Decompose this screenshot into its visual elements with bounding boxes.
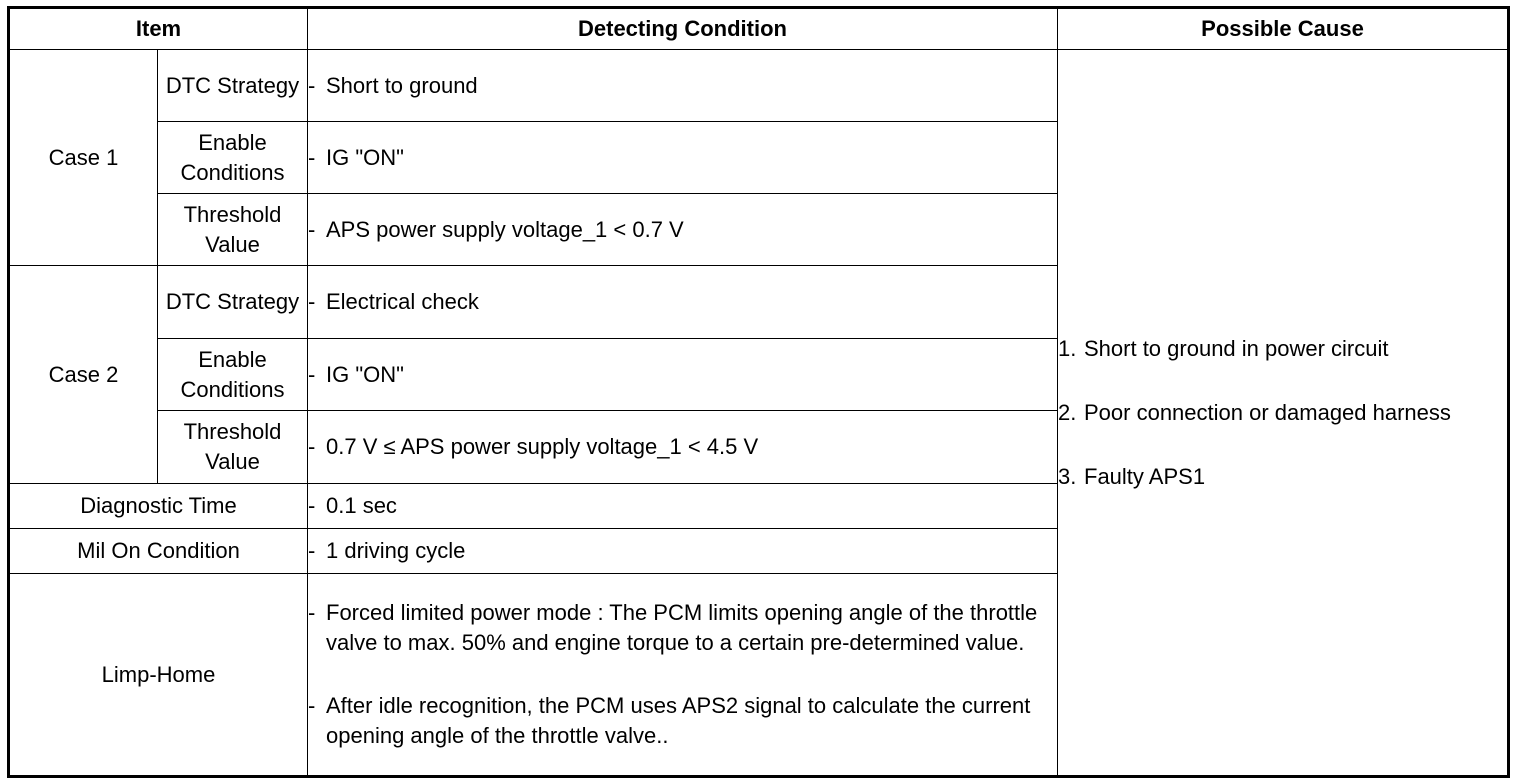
condition-cell: - IG "ON" (308, 339, 1058, 411)
row-label: DTC Strategy (158, 50, 308, 122)
condition-cell: - Short to ground (308, 50, 1058, 122)
condition-cell (308, 574, 1058, 777)
condition-cell: - IG "ON" (308, 122, 1058, 194)
row-label: Threshold Value (158, 194, 308, 266)
condition-cell: - Electrical check (308, 266, 1058, 339)
limp-home-paragraph: - After idle recognition, the PCM uses APS2 signal to calculate the current opening angle of the throttle valve.. (308, 693, 1031, 748)
possible-cause-cell (1058, 50, 1509, 777)
header-detecting-condition: Detecting Condition (308, 8, 1058, 50)
limp-home-label: Limp-Home (9, 574, 308, 777)
row-label: Enable Conditions (158, 339, 308, 411)
condition-cell: - 0.1 sec (308, 484, 1058, 529)
header-row (9, 8, 1509, 50)
case2-label: Case 2 (9, 266, 158, 484)
condition-cell: - 0.7 V ≤ APS power supply voltage_1 < 4.5 V (308, 411, 1058, 484)
row-label: Threshold Value (158, 411, 308, 484)
condition-cell: - 1 driving cycle (308, 529, 1058, 574)
case1-label: Case 1 (9, 50, 158, 266)
row-label: Enable Conditions (158, 122, 308, 194)
limp-home-paragraph: - Forced limited power mode : The PCM limits opening angle of the throttle valve to max. 50% and engine torque to a certain pre-determined value. (308, 600, 1038, 655)
condition-cell: - APS power supply voltage_1 < 0.7 V (308, 194, 1058, 266)
cause-item: 2. Poor connection or damaged harness (1058, 399, 1451, 425)
dtc-spec-table (7, 6, 1510, 778)
cause-item: 1. Short to ground in power circuit (1058, 335, 1389, 361)
header-item: Item (9, 8, 308, 50)
header-possible-cause: Possible Cause (1058, 8, 1509, 50)
mil-on-label: Mil On Condition (9, 529, 308, 574)
case1-row-dtc-strategy (9, 50, 1509, 122)
row-label: DTC Strategy (158, 266, 308, 339)
cause-item: 3. Faulty APS1 (1058, 463, 1206, 489)
diagnostic-time-label: Diagnostic Time (9, 484, 308, 529)
